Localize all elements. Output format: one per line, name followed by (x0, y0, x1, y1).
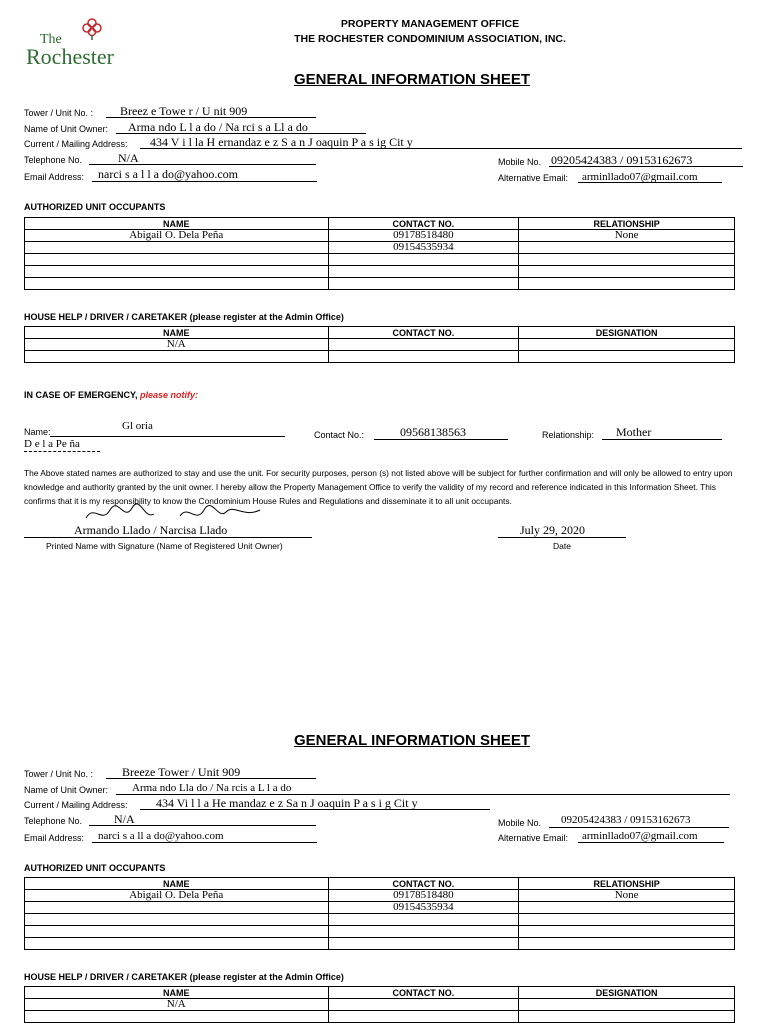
tower-label: Tower / Unit No. : (24, 769, 94, 779)
table-cell (25, 242, 329, 254)
table-cell: None (519, 230, 735, 242)
table-cell (328, 278, 519, 290)
table-header-row (25, 987, 735, 999)
help-table (24, 326, 735, 363)
tower-value: Breeze Tower / Unit 909 (122, 765, 241, 779)
emergency-name-value-2: D e l a Pe ña (24, 438, 80, 450)
alt-email-label: Alternative Email: (498, 173, 569, 183)
tower-label: Tower / Unit No. : (24, 108, 94, 118)
table-row (25, 266, 735, 278)
column-header: DESIGNATION (519, 987, 735, 999)
column-header: NAME (25, 218, 329, 230)
telephone-value: N/A (114, 812, 135, 826)
table-cell (519, 339, 735, 351)
table-cell (519, 1011, 735, 1023)
emergency-notify-text: please notify: (140, 390, 199, 400)
email-value: narci s a l l a do@yahoo.com (98, 167, 239, 181)
mobile-value: 09205424383 / 09153162673 (561, 814, 691, 826)
column-header: CONTACT NO. (328, 878, 519, 890)
telephone-label: Telephone No. (24, 155, 83, 165)
table-header-row (25, 327, 735, 339)
table-cell: N/A (25, 339, 329, 351)
occupants-heading: AUTHORIZED UNIT OCCUPANTS (24, 202, 166, 212)
owner-label: Name of Unit Owner: (24, 124, 109, 134)
table-row (25, 938, 735, 950)
table-cell (25, 278, 329, 290)
address-value: 434 V i l la H ernandaz e z S a n J oaquin P a s ig Cit y (150, 135, 413, 149)
email-label: Email Address: (24, 833, 85, 843)
address-value: 434 Vi l l a He mandaz e z Sa n J oaquin P a s i g Cit y (156, 796, 418, 810)
sheet-title: GENERAL INFORMATION SHEET (293, 71, 531, 88)
table-row (25, 890, 735, 902)
table-cell (328, 926, 519, 938)
occupants-table (24, 877, 735, 950)
column-header: RELATIONSHIP (519, 218, 735, 230)
help-heading: HOUSE HELP / DRIVER / CARETAKER (please register at the Admin Office) (24, 312, 344, 322)
mobile-label: Mobile No. (498, 818, 542, 828)
table-cell (519, 902, 735, 914)
table-cell (25, 1011, 329, 1023)
occupants-heading: AUTHORIZED UNIT OCCUPANTS (24, 863, 166, 873)
address-label: Current / Mailing Address: (24, 139, 128, 149)
table-cell (519, 351, 735, 363)
table-cell (519, 938, 735, 950)
table-row (25, 242, 735, 254)
owner-label: Name of Unit Owner: (24, 785, 109, 795)
emergency-relationship-label: Relationship: (542, 430, 595, 440)
table-header-row (25, 218, 735, 230)
table-row (25, 999, 735, 1011)
table-cell: N/A (25, 999, 329, 1011)
table-row (25, 902, 735, 914)
table-cell (328, 254, 519, 266)
table-cell (25, 266, 329, 278)
sheet-title: GENERAL INFORMATION SHEET (293, 732, 531, 749)
column-header: CONTACT NO. (328, 987, 519, 999)
emergency-heading (24, 390, 198, 400)
help-heading: HOUSE HELP / DRIVER / CARETAKER (please register at the Admin Office) (24, 972, 344, 982)
table-cell (25, 926, 329, 938)
column-header: NAME (25, 327, 329, 339)
signature-date-value: July 29, 2020 (520, 523, 586, 537)
help-table (24, 986, 735, 1023)
table-cell: Abigail O. Dela Peña (25, 230, 329, 242)
alt-email-value: arminllado07@gmail.com (582, 171, 698, 183)
table-cell (519, 999, 735, 1011)
column-header: DESIGNATION (519, 327, 735, 339)
authorization-statement: The Above stated names are authorized to stay and use the unit. For security purposes, person (s) not listed above will be subject for further confirmation and will only be allowed to entry upon knowledge and authority granted by the unit owner. I hereby allow the Property Management Office to verify the validity of my record and reference indicated in this Information Sheet. This confirms that it is my responsibility to know the Condominium House Rules and Regulations and disseminate it to all unit occupants. (24, 468, 733, 506)
email-label: Email Address: (24, 172, 85, 182)
table-cell: 09154535934 (328, 242, 519, 254)
signature-date-label: Date (553, 541, 571, 551)
telephone-label: Telephone No. (24, 816, 83, 826)
table-row (25, 914, 735, 926)
table-cell (25, 254, 329, 266)
table-cell (519, 266, 735, 278)
tower-value: Breez e Towe r / U nit 909 (120, 104, 248, 118)
emergency-relationship-value: Mother (616, 425, 652, 439)
table-cell (519, 926, 735, 938)
table-header-row (25, 878, 735, 890)
table-row (25, 230, 735, 242)
telephone-value: N/A (118, 151, 139, 165)
mobile-label: Mobile No. (498, 157, 542, 167)
address-label: Current / Mailing Address: (24, 800, 128, 810)
column-header: NAME (25, 987, 329, 999)
table-row (25, 339, 735, 351)
table-row (25, 254, 735, 266)
occupants-table (24, 217, 735, 290)
table-row (25, 1011, 735, 1023)
table-cell (25, 902, 329, 914)
table-cell (519, 254, 735, 266)
owner-value: Arma ndo L l a do / Na rci s a Ll a do (128, 120, 308, 134)
table-cell: Abigail O. Dela Peña (25, 890, 329, 902)
emergency-contact-value: 09568138563 (400, 425, 466, 439)
logo-the-text: The (40, 32, 62, 47)
table-cell (328, 914, 519, 926)
table-cell (328, 266, 519, 278)
table-cell (328, 339, 519, 351)
association-title: THE ROCHESTER CONDOMINIUM ASSOCIATION, INC. (294, 33, 566, 45)
mobile-value: 09205424383 / 09153162673 (551, 153, 693, 167)
signature-caption: Printed Name with Signature (Name of Registered Unit Owner) (46, 541, 283, 551)
table-cell (519, 242, 735, 254)
column-header: CONTACT NO. (328, 327, 519, 339)
table-cell (328, 999, 519, 1011)
emergency-name-label: Name: (24, 427, 51, 437)
alt-email-value: arminllado07@gmail.com (582, 830, 698, 842)
table-cell (328, 938, 519, 950)
table-cell (328, 1011, 519, 1023)
table-cell (25, 914, 329, 926)
column-header: RELATIONSHIP (519, 878, 735, 890)
owner-value: Arma ndo Lla do / Na rcis a L l a do (132, 782, 292, 794)
column-header: NAME (25, 878, 329, 890)
table-cell (519, 278, 735, 290)
office-title: PROPERTY MANAGEMENT OFFICE (340, 18, 520, 30)
email-value: narci s a ll a do@yahoo.com (98, 830, 224, 842)
column-header: CONTACT NO. (328, 218, 519, 230)
table-cell: None (519, 890, 735, 902)
signature-names: Armando Llado / Narcisa Llado (74, 523, 228, 537)
emergency-contact-label: Contact No.: (314, 430, 365, 440)
table-cell (519, 914, 735, 926)
table-cell: 09154535934 (328, 902, 519, 914)
emergency-name-value-1: Gl oria (122, 420, 153, 432)
table-cell (25, 351, 329, 363)
table-cell (328, 351, 519, 363)
table-cell (25, 938, 329, 950)
table-row (25, 351, 735, 363)
table-cell: 09178518480 (328, 230, 519, 242)
logo-name-text: Rochester (26, 44, 114, 69)
alt-email-label: Alternative Email: (498, 833, 569, 843)
table-row (25, 278, 735, 290)
table-cell: 09178518480 (328, 890, 519, 902)
emergency-heading-text: IN CASE OF EMERGENCY, (24, 390, 138, 400)
table-row (25, 926, 735, 938)
